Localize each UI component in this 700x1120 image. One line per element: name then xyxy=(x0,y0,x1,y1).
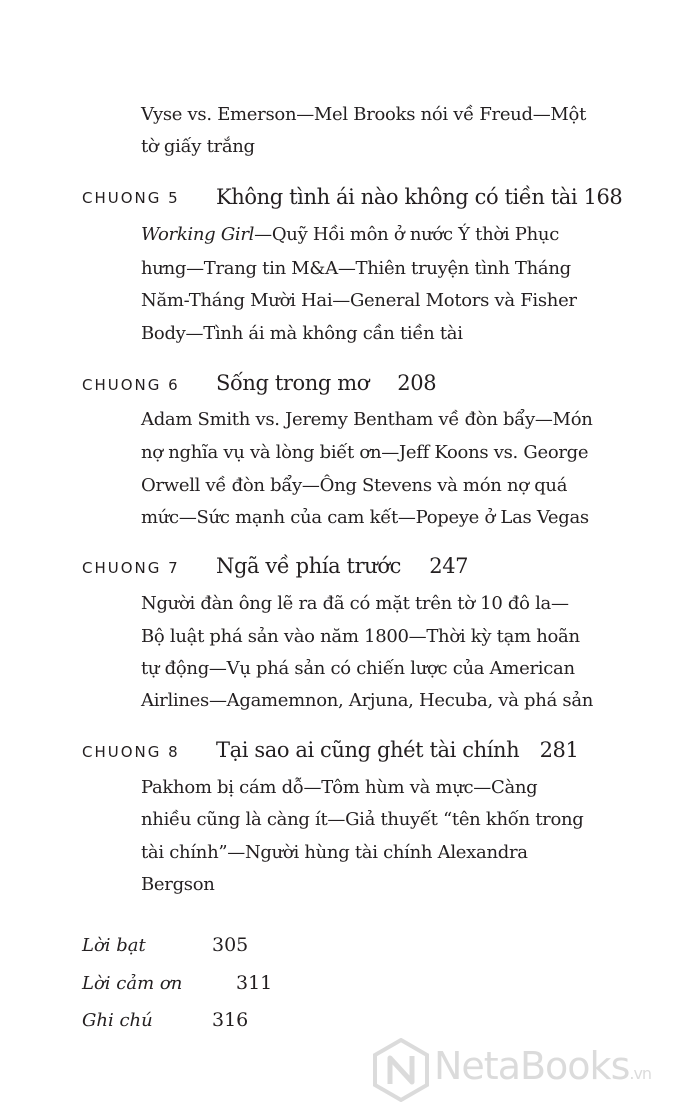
chapter-7-heading[interactable] xyxy=(216,551,468,581)
chapter-8-desc-line: tài chính”—Người hùng tài chính Alexandra xyxy=(141,842,528,863)
chapter-8-desc-line: Bergson xyxy=(141,874,215,895)
back-matter-label[interactable]: Ghi chú xyxy=(82,1010,153,1031)
chapter-8-desc-line: Pakhom bị cám dỗ—Tôm hùm và mực—Càng xyxy=(141,777,538,798)
chapter-6-page: 208 xyxy=(397,371,437,395)
chapter-8-label: CHUONG 8 xyxy=(82,743,180,761)
chapter-5-heading[interactable] xyxy=(216,182,622,212)
back-matter-page: 311 xyxy=(236,972,273,994)
chapter-5-italic-lead: Working Girl xyxy=(141,224,255,245)
chapter-5-desc-line xyxy=(141,220,559,250)
back-matter-label[interactable]: Lời bạt xyxy=(82,935,146,956)
chapter-5-label: CHUONG 5 xyxy=(82,189,180,207)
chapter-6-desc-line: mức—Sức mạnh của cam kết—Popeye ở Las Vegas xyxy=(141,507,589,528)
chapter-5-desc-line: Body—Tình ái mà không cần tiền tài xyxy=(141,323,463,344)
chapter-7-desc-line: Người đàn ông lẽ ra đã có mặt trên tờ 10 đô la— xyxy=(141,593,569,614)
chapter-6-desc-line: nợ nghĩa vụ và lòng biết ơn—Jeff Koons vs. George xyxy=(141,442,589,463)
chapter-6-title: Sống trong mơ xyxy=(216,371,369,395)
netabooks-logo-icon xyxy=(372,1038,430,1102)
back-matter-page: 316 xyxy=(212,1009,249,1031)
chapter-5-desc-line: hưng—Trang tin M&A—Thiên truyện tình Tháng xyxy=(141,258,571,279)
chapter-7-desc-line: Bộ luật phá sản vào năm 1800—Thời kỳ tạm hoãn xyxy=(141,626,580,647)
chapter-7-desc-line: tự động—Vụ phá sản có chiến lược của American xyxy=(141,658,575,679)
watermark-suffix: .vn xyxy=(629,1064,652,1083)
chapter-7-page: 247 xyxy=(429,554,469,578)
netabooks-watermark xyxy=(372,1036,692,1106)
chapter-7-desc-line: Airlines—Agamemnon, Arjuna, Hecuba, và phá sản xyxy=(141,690,594,711)
chapter-5-page: 168 xyxy=(583,185,623,209)
toc-intro-line: Vyse vs. Emerson—Mel Brooks nói về Freud—Một xyxy=(141,104,587,125)
chapter-8-page: 281 xyxy=(539,738,579,762)
back-matter-page: 305 xyxy=(212,934,249,956)
watermark-brand: NetaBooks xyxy=(434,1044,630,1088)
chapter-8-desc-line: nhiều cũng là càng ít—Giả thuyết “tên khốn trong xyxy=(141,809,584,830)
watermark-text xyxy=(434,1044,651,1088)
chapter-7-title: Ngã về phía trước xyxy=(216,554,401,578)
chapter-7-label: CHUONG 7 xyxy=(82,559,180,577)
chapter-5-desc-text: —Quỹ Hồi môn ở nước Ý thời Phục xyxy=(254,224,559,245)
back-matter-label[interactable]: Lời cảm ơn xyxy=(82,973,183,994)
chapter-8-heading[interactable] xyxy=(216,735,578,765)
chapter-5-title: Không tình ái nào không có tiền tài xyxy=(216,185,578,209)
chapter-6-desc-line: Adam Smith vs. Jeremy Bentham về đòn bẩy—Món xyxy=(141,409,593,430)
chapter-5-desc-line: Năm-Tháng Mười Hai—General Motors và Fisher xyxy=(141,290,577,311)
toc-intro-line: tờ giấy trắng xyxy=(141,136,255,157)
chapter-6-heading[interactable] xyxy=(216,368,436,398)
chapter-6-desc-line: Orwell về đòn bẩy—Ông Stevens và món nợ quá xyxy=(141,475,568,496)
chapter-6-label: CHUONG 6 xyxy=(82,376,180,394)
chapter-8-title: Tại sao ai cũng ghét tài chính xyxy=(216,738,520,762)
